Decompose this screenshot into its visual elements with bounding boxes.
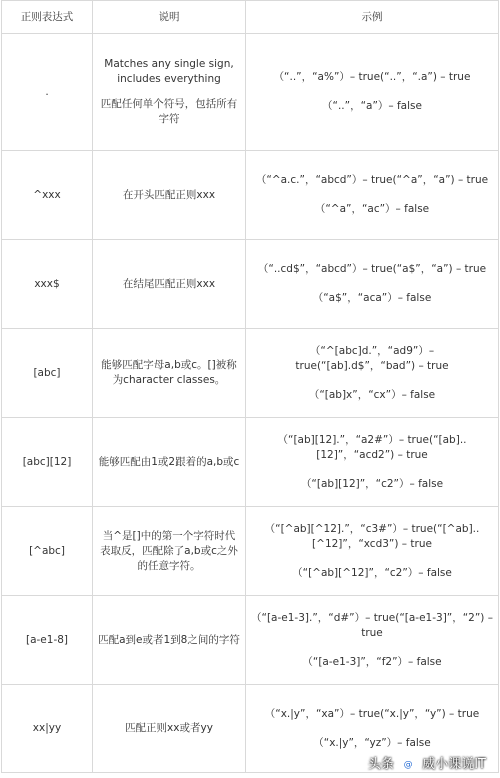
regex-cell: ^xxx (2, 151, 93, 240)
example-true: （“[a-e1-3].”，“d#”）– true(“[a-e1-3]”，“2”) – true (251, 611, 493, 639)
at-icon: @ (401, 758, 415, 772)
watermark-prefix: 头条 (367, 757, 394, 772)
description-cell (93, 34, 246, 151)
table-row (2, 418, 499, 507)
table-row (2, 329, 499, 418)
watermark (368, 753, 486, 772)
description-cell: 在开头匹配正则xxx (93, 151, 246, 240)
description-cell: 匹配a到e或者1到8之间的字符 (93, 596, 246, 685)
example-false: （“[a-e1-3]”，“f2”）– false (302, 655, 442, 668)
table-row (2, 507, 499, 596)
example-true: （“[^ab][^12].”，“c3#”）– true(“[^ab]..[^12]”，“xcd3”) – true (264, 522, 480, 550)
example-false: （“[^ab][^12]”，“c2”）– false (292, 566, 452, 579)
example-cell (246, 34, 499, 151)
regex-cell: [^abc] (2, 507, 93, 596)
table-row (2, 151, 499, 240)
example-false: （“[ab]x”，“cx”）– false (308, 388, 436, 401)
regex-cell: [a-e1-8] (2, 596, 93, 685)
regex-cell: xx|yy (2, 685, 93, 773)
example-cell (246, 596, 499, 685)
example-false: （“a$”，“aca”）– false (312, 292, 432, 304)
example-true: （“..cd$”，“abcd”）– true(“a$”，“a”) – true (257, 263, 487, 275)
regex-cell: xxx$ (2, 240, 93, 329)
example-true: （“^a.c.”，“abcd”）– true(“^a”，“a”) – true (255, 174, 489, 186)
table-row (2, 240, 499, 329)
example-true: （“^[abc]d.”，“ad9”）– true(“[ab].d$”，“bad”) – true (295, 344, 449, 372)
regex-cell: [abc] (2, 329, 93, 418)
example-cell (246, 329, 499, 418)
example-false: （“^a”，“ac”）– false (314, 203, 430, 215)
table-row (2, 596, 499, 685)
table-header-row (2, 1, 499, 34)
example-false: （“..”，“a”）– false (322, 100, 422, 112)
description-cell: 在结尾匹配正则xxx (93, 240, 246, 329)
header-example: 示例 (246, 1, 499, 34)
description-en: Matches any single sign, includes everything (104, 58, 234, 85)
example-false: （“x.|y”，“yz”）– false (313, 736, 431, 749)
example-cell (246, 418, 499, 507)
example-cell (246, 507, 499, 596)
header-regex: 正则表达式 (2, 1, 93, 34)
description-cell: 能够匹配由1或2跟着的a,b或c (93, 418, 246, 507)
example-cell (246, 240, 499, 329)
header-description: 说明 (93, 1, 246, 34)
description-cell: 能够匹配字母a,b或c。[]被称为character classes。 (93, 329, 246, 418)
description-cell: 当^是[]中的第一个字符时代表取反，匹配除了a,b或c之外的任意字符。 (93, 507, 246, 596)
example-false: （“[ab][12]”，“c2”）– false (300, 477, 444, 490)
regex-table (1, 0, 499, 773)
example-true: （“[ab][12].”，“a2#”）– true(“[ab]..[12]”，“acd2”) – true (277, 433, 467, 461)
description-zh: 匹配任何单个符号，包括所有字符 (100, 98, 238, 125)
example-cell (246, 151, 499, 240)
regex-cell: [abc][12] (2, 418, 93, 507)
regex-cell: . (2, 34, 93, 151)
watermark-name: 威小课说IT (422, 757, 486, 772)
description-cell: 匹配正则xx或者yy (93, 685, 246, 773)
example-true: （“..”，“a%”）– true(“..”，“.a”) – true (273, 71, 471, 83)
example-true: （“x.|y”，“xa”）– true(“x.|y”，“y”) – true (264, 707, 480, 720)
table-row (2, 34, 499, 151)
